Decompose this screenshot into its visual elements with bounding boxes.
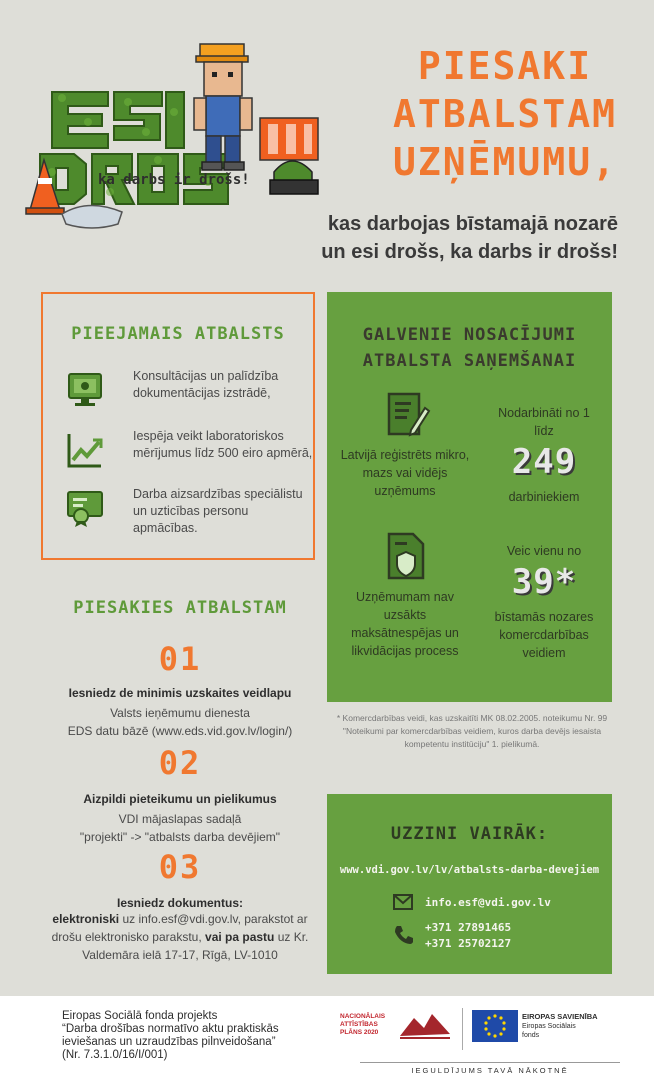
chart-trend-icon bbox=[65, 430, 105, 470]
support-item bbox=[65, 368, 305, 428]
headline-line-3: UZŅĒMUMU, bbox=[393, 140, 617, 184]
step-body bbox=[40, 910, 320, 964]
available-support-box bbox=[41, 292, 315, 560]
step-body-bold: elektroniski bbox=[52, 912, 120, 926]
headline bbox=[370, 42, 640, 186]
logo-tagline: ka darbs ir drošs! bbox=[98, 172, 250, 188]
nap-line: NACIONĀLAIS bbox=[340, 1013, 386, 1020]
condition-employees-label: Nodarbināti no 1 līdz bbox=[498, 406, 590, 438]
eu-fund-line: Eiropas Sociālais bbox=[522, 1023, 576, 1030]
eu-title: EIROPAS SAVIENĪBA bbox=[522, 1012, 598, 1021]
document-shield-icon bbox=[385, 530, 427, 582]
nap-logo-icon bbox=[398, 1010, 454, 1042]
step-body-text: uz Kr. Valdemāra ielā 17-17, Rīgā, LV-1010 bbox=[82, 930, 309, 962]
step-body-line: "projekti" -> "atbalsts darba devējiem" bbox=[79, 830, 281, 844]
step-heading: Iesniedz de minimis uzskaites veidlapu bbox=[68, 686, 292, 700]
step-number: 03 bbox=[158, 848, 202, 886]
step-heading: Aizpildi pieteikumu un pielikumus bbox=[83, 792, 277, 806]
nap-line: PLĀNS 2020 bbox=[340, 1029, 379, 1036]
headline-line-1: PIESAKI bbox=[417, 44, 593, 88]
support-item-text: Darba aizsardzības speciālistu un uzticības personu apmācības. bbox=[133, 487, 303, 535]
phone-number[interactable]: +371 27891465 bbox=[425, 921, 512, 934]
step-body-bold: vai pa pastu bbox=[205, 930, 275, 944]
project-line: (Nr. 7.3.1.0/16/I/001) bbox=[62, 1049, 168, 1061]
main-conditions-title-line-1: GALVENIE NOSACĪJUMI bbox=[362, 325, 577, 345]
subheadline-line-2: un esi drošs, ka darbs ir drošs! bbox=[321, 241, 618, 263]
footnote: * Komercdarbības veidi, kas uzskaitīti MK 08.02.2005. noteikumu Nr. 99 "Noteikumi par komercdarbības veidiem, kuros darba devējs iesaista kompetentu institūciju" 1. pielikumā. bbox=[336, 713, 608, 749]
learn-more-title: UZZINI VAIRĀK: bbox=[390, 824, 549, 844]
available-support-title: PIEEJAMAIS ATBALSTS bbox=[71, 324, 285, 344]
logo-illustration bbox=[18, 32, 323, 232]
project-line: Eiropas Sociālā fonda projekts bbox=[62, 1010, 218, 1022]
main-conditions-box bbox=[327, 292, 612, 702]
condition-employees-number: 249 bbox=[511, 442, 577, 482]
condition-sector-label: Veic vienu no bbox=[506, 544, 582, 558]
step-body-text: uz info.esf@vdi.gov.lv, parakstot ar drošu elektronisko parakstu, bbox=[51, 912, 308, 944]
support-item bbox=[65, 486, 305, 546]
condition-sector-unit: bīstamās nozares komercdarbības veidiem bbox=[494, 610, 594, 660]
step-body bbox=[20, 810, 340, 846]
esi-doss-logo bbox=[18, 32, 323, 232]
subheadline-line-1: kas darbojas bīstamajā nozarē bbox=[327, 213, 618, 235]
email-link[interactable]: info.esf@vdi.gov.lv bbox=[425, 896, 551, 909]
footer bbox=[0, 996, 654, 1080]
nap-logo-text bbox=[340, 1013, 398, 1037]
subheadline bbox=[300, 210, 618, 266]
main-conditions-title-line-2: ATBALSTA SAŅEMŠANAI bbox=[362, 351, 577, 371]
phone-icon bbox=[393, 924, 413, 944]
footer-slogan: IEGULDĪJUMS TAVĀ NĀKOTNĒ bbox=[360, 1062, 620, 1075]
nap-line: ATTĪSTĪBAS bbox=[340, 1021, 378, 1028]
website-link[interactable]: www.vdi.gov.lv/lv/atbalsts-darba-devejiem bbox=[339, 864, 600, 876]
support-item-text: Konsultācijas un palīdzība dokumentācijas izstrādē, bbox=[133, 369, 279, 400]
support-item-text: Iespēja veikt laboratoriskos mērījumus līdz 500 eiro apmērā, bbox=[133, 429, 313, 460]
eu-flag-icon bbox=[472, 1010, 518, 1042]
condition-employees-unit: darbiniekiem bbox=[508, 490, 580, 504]
condition-sector-number: 39* bbox=[511, 562, 577, 602]
footer-divider bbox=[462, 1008, 463, 1050]
document-edit-icon bbox=[385, 390, 431, 440]
headline-line-2: ATBALSTAM bbox=[393, 92, 617, 136]
phone-number[interactable]: +371 25702127 bbox=[425, 937, 512, 950]
eu-fund-line: fonds bbox=[522, 1032, 540, 1039]
step-number: 02 bbox=[158, 744, 202, 782]
learn-more-box bbox=[327, 794, 612, 974]
step-body-line: EDS datu bāzē (www.eds.vid.gov.lv/login/) bbox=[67, 724, 293, 738]
step-body-line: VDI mājaslapas sadaļā bbox=[118, 812, 242, 826]
eu-logo-text bbox=[522, 1012, 632, 1040]
project-line: “Darba drošības normatīvo aktu praktiskās bbox=[62, 1023, 279, 1035]
step-body-line: Valsts ieņēmumu dienesta bbox=[110, 706, 250, 720]
step-number: 01 bbox=[158, 640, 202, 678]
email-icon bbox=[393, 894, 413, 910]
main-conditions-title bbox=[327, 322, 612, 374]
project-line: ieviešanas un uzraudzības pilnveidošana” bbox=[62, 1036, 276, 1048]
monitor-icon bbox=[65, 370, 105, 410]
project-description bbox=[62, 1010, 322, 1062]
condition-registered: Latvijā reģistrēts mikro, mazs vai vidējs uzņēmums bbox=[340, 448, 470, 498]
support-item bbox=[65, 428, 313, 488]
step-body bbox=[20, 704, 340, 740]
condition-no-insolvency: Uzņēmumam nav uzsākts maksātnespējas un likvidācijas process bbox=[351, 590, 459, 658]
apply-title: PIESAKIES ATBALSTAM bbox=[73, 598, 287, 618]
step-heading: Iesniedz dokumentus: bbox=[116, 896, 244, 910]
certificate-icon bbox=[65, 488, 105, 528]
